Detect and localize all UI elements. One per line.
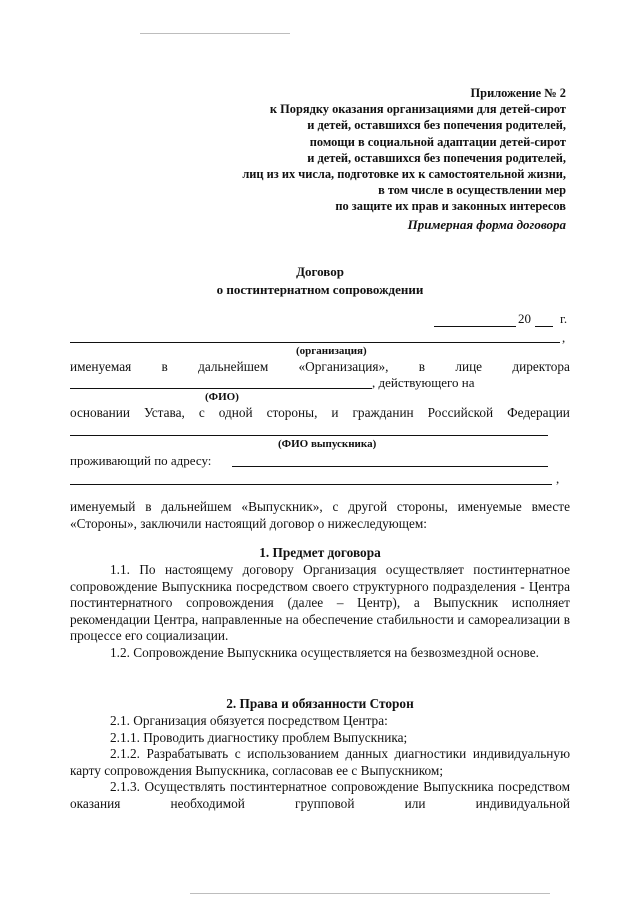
word: Устава, bbox=[143, 405, 185, 420]
word: и bbox=[331, 405, 339, 420]
section-1-heading: 1. Предмет договора bbox=[259, 545, 381, 560]
word: в bbox=[161, 359, 168, 374]
named-as-line bbox=[70, 359, 570, 375]
clause-2-1-1: 2.1.1. Проводить диагностику проблем Выпускника; bbox=[110, 729, 408, 745]
word: лице bbox=[455, 359, 483, 374]
appendix-line: к Порядку оказания организациями для детей-сирот bbox=[269, 102, 566, 117]
word: Федерации bbox=[507, 405, 570, 420]
clause-1-2: 1.2. Сопровождение Выпускника осуществляется на безвозмездной основе. bbox=[110, 644, 539, 660]
section-1-body bbox=[70, 562, 570, 662]
form-note: Примерная форма договора bbox=[407, 217, 566, 232]
organization-caption: (организация) bbox=[296, 345, 367, 357]
section-2-body bbox=[70, 713, 570, 813]
word: Российской bbox=[427, 405, 494, 420]
scan-artifact-bottom bbox=[190, 893, 550, 894]
fio-caption: (ФИО) bbox=[205, 391, 239, 403]
date-year-prefix: 20 bbox=[518, 311, 531, 326]
appendix-line: в том числе в осуществлении мер bbox=[378, 183, 566, 198]
address-label: проживающий по адресу: bbox=[70, 453, 212, 468]
word: «Организация», bbox=[298, 359, 389, 374]
word: с bbox=[198, 405, 205, 420]
organization-comma: , bbox=[562, 330, 566, 345]
appendix-line: и детей, оставшихся без попечения родителей, bbox=[307, 118, 566, 133]
address-blank-2 bbox=[70, 484, 552, 485]
clause-1-1: 1.1. По настоящему договору Организация осуществляет постинтернатное сопровождение Выпускника посредством своего структурного подразделения - Центра постинтернатного сопровождения (далее – Центр), а Выпускник исполняет рекомендации Центра, направленные на обеспечение стабильности и самореализации в процессе его социализации. bbox=[70, 562, 570, 644]
appendix-line: лиц из их числа, подготовке их к самостоятельной жизни, bbox=[242, 167, 566, 182]
graduate-fio-blank bbox=[70, 435, 548, 436]
document-title: Договор bbox=[296, 264, 344, 279]
word: дальнейшем bbox=[198, 359, 269, 374]
word: директора bbox=[512, 359, 570, 374]
basis-line bbox=[70, 405, 570, 421]
preamble-paragraph bbox=[70, 499, 570, 532]
date-year-blank bbox=[535, 326, 553, 327]
scan-artifact-top bbox=[140, 33, 290, 34]
acting-text: , действующего на bbox=[372, 375, 475, 390]
word: в bbox=[418, 359, 426, 374]
director-fio-blank bbox=[70, 388, 372, 389]
clause-2-1-3: 2.1.3. Осуществлять постинтернатное сопровождение Выпускника посредством оказания необходимой групповой или индивидуальной bbox=[70, 779, 570, 811]
appendix-header bbox=[146, 85, 566, 215]
clause-2-1-2: 2.1.2. Разрабатывать с использованием данных диагностики индивидуальную карту сопровождения Выпускника, согласовав ее с Выпускником; bbox=[70, 746, 570, 778]
section-2-heading: 2. Права и обязанности Сторон bbox=[226, 696, 414, 711]
graduate-caption: (ФИО выпускника) bbox=[278, 438, 377, 450]
word: гражданин bbox=[352, 405, 414, 420]
word: основании bbox=[70, 405, 130, 420]
address-comma: , bbox=[556, 471, 560, 486]
appendix-line: по защите их прав и законных интересов bbox=[335, 199, 566, 214]
appendix-line: и детей, оставшихся без попечения родителей, bbox=[307, 150, 566, 165]
address-blank bbox=[232, 466, 548, 467]
organization-blank bbox=[70, 342, 560, 343]
word: именуемая bbox=[70, 359, 132, 374]
date-year-suffix: г. bbox=[560, 311, 568, 326]
date-day-blank bbox=[434, 326, 516, 327]
appendix-line: помощи в социальной адаптации детей-сирот bbox=[309, 134, 566, 149]
word: стороны, bbox=[266, 405, 318, 420]
preamble-text: именуемый в дальнейшем «Выпускник», с другой стороны, именуемые вместе «Стороны», заключили настоящий договор о нижеследующем: bbox=[70, 499, 570, 531]
clause-2-1: 2.1. Организация обязуется посредством Центра: bbox=[110, 713, 388, 728]
document-subtitle: о постинтернатном сопровождении bbox=[216, 282, 424, 297]
word: одной bbox=[218, 405, 253, 420]
appendix-line: Приложение № 2 bbox=[470, 86, 566, 100]
